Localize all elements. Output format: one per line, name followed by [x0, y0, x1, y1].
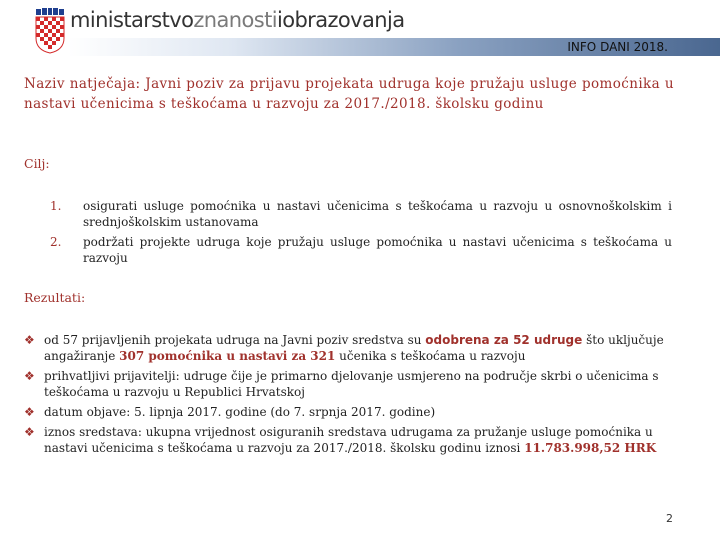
brand-part-2: znanosti: [193, 8, 277, 32]
result-text: datum objave: 5. lipnja 2017. godine (do 7. srpnja 2017. godine): [44, 405, 436, 419]
results-heading: Rezultati:: [24, 290, 86, 305]
goals-list: [50, 198, 672, 270]
croatian-coat-of-arms-logo: [35, 8, 65, 54]
result-item: [24, 332, 678, 364]
result-item: [24, 404, 678, 420]
page-number: 2: [666, 512, 673, 525]
diamond-bullet-icon: ❖: [24, 405, 35, 419]
brand-part-1: ministarstvo: [70, 8, 194, 32]
results-list: [24, 332, 678, 460]
diamond-bullet-icon: ❖: [24, 425, 35, 439]
result-text: od 57 prijavljenih projekata udruga na Javni poziv sredstva su: [44, 333, 426, 347]
goals-heading: Cilj:: [24, 156, 50, 171]
diamond-bullet-icon: ❖: [24, 369, 35, 383]
brand-part-3: i: [276, 8, 283, 32]
result-highlight: odobrena za 52 udruge: [425, 333, 583, 347]
diamond-bullet-icon: ❖: [24, 333, 35, 347]
ministry-brand-name: [70, 8, 404, 32]
goal-item: [50, 198, 672, 230]
result-item: [24, 368, 678, 400]
result-text: što uključuje angažiranje: [44, 333, 664, 363]
goal-text: podržati projekte udruga koje pružaju usluge pomoćnika u nastavi učenicima s teškoćama u razvoju: [83, 235, 672, 265]
result-amount-highlight: 11.783.998,52 HRK: [524, 441, 657, 455]
goal-number: 1.: [50, 199, 62, 213]
brand-part-4: obrazovanja: [282, 8, 405, 32]
result-highlight: 307 pomoćnika u nastavi za 321: [119, 349, 336, 363]
goal-text: osigurati usluge pomoćnika u nastavi učenicima s teškoćama u razvoju u osnovnoškolskim i srednjoškolskim ustanovama: [83, 199, 672, 229]
goal-item: [50, 234, 672, 266]
result-text: učenika s teškoćama u razvoju: [335, 349, 526, 363]
header-subtitle: INFO DANI 2018.: [567, 40, 668, 54]
result-text: iznos sredstava: ukupna vrijednost osiguranih sredstava udrugama za pružanje usluge pomoćnika u nastavi učenicima s teškoćama u razvoju za 2017./2018. školsku godinu iznosi: [44, 425, 653, 455]
result-item: [24, 424, 678, 456]
slide-title: Naziv natječaja: Javni poziv za prijavu projekata udruga koje pružaju usluge pomoćnika u nastavi učenicima s teškoćama u razvoju za 2017./2018. školsku godinu: [24, 76, 674, 112]
header: [0, 0, 720, 58]
goal-number: 2.: [50, 235, 62, 249]
result-text: prihvatljivi prijavitelji: udruge čije je primarno djelovanje usmjereno na područje skrbi o učenicima s teškoćama u razvoju u Republici Hrvatskoj: [44, 369, 659, 399]
